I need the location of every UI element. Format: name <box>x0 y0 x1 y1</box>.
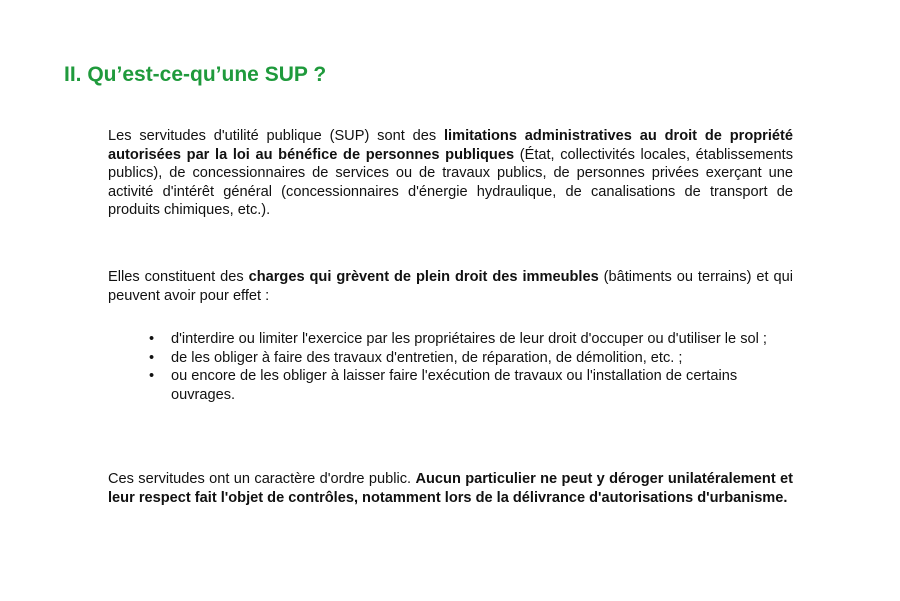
definition-bold-text: limitations administratives au droit de propriété autorisées par la loi au bénéfice de personnes publiques <box>108 128 793 163</box>
effects-intro-text-end: (bâtiments ou terrains) et qui peuvent avoir pour effet : <box>108 269 793 304</box>
list-item-text: de les obliger à faire des travaux d'entretien, de réparation, de démolition, etc. ; <box>171 349 683 366</box>
bullet-icon: • <box>149 368 155 384</box>
list-item-text: d'interdire ou limiter l'exercice par les propriétaires de leur droit d'occuper ou d'utiliser le sol ; <box>171 331 767 347</box>
list-item <box>149 330 793 349</box>
public-order-paragraph <box>108 470 793 507</box>
effects-intro-text-start: Elles constituent des <box>108 269 249 285</box>
effects-intro-paragraph <box>108 268 793 305</box>
definition-text-end: (État, collectivités locales, établissements publics), de concessionnaires de services ou de travaux publics, de personnes privées exerçant une activité d'intérêt général (concessionnaires d'énergie hydraulique, de canalisations de transport de produits chimiques, etc.). <box>108 146 793 218</box>
list-item-text: ou encore de les obliger à laisser faire l'exécution de travaux ou l'installation de certains ouvrages. <box>171 368 738 403</box>
bullet-icon: • <box>149 349 155 366</box>
list-item <box>149 349 793 368</box>
page-title: II. Qu’est-ce-qu’une SUP ? <box>64 63 327 86</box>
definition-text-start: Les servitudes d'utilité publique (SUP) sont des <box>108 128 444 144</box>
definition-paragraph <box>108 127 793 220</box>
effects-bullet-list <box>149 330 793 404</box>
public-order-bold-text: Aucun particulier ne peut y déroger unilatéralement et leur respect fait l'objet de contrôles, notamment lors de la délivrance d'autorisations d'urbanisme. <box>108 471 794 506</box>
public-order-text-start: Ces servitudes ont un caractère d'ordre public. <box>108 471 416 487</box>
list-item <box>149 367 793 404</box>
bullet-icon: • <box>149 331 155 347</box>
effects-intro-bold-text: charges qui grèvent de plein droit des immeubles <box>248 269 599 285</box>
